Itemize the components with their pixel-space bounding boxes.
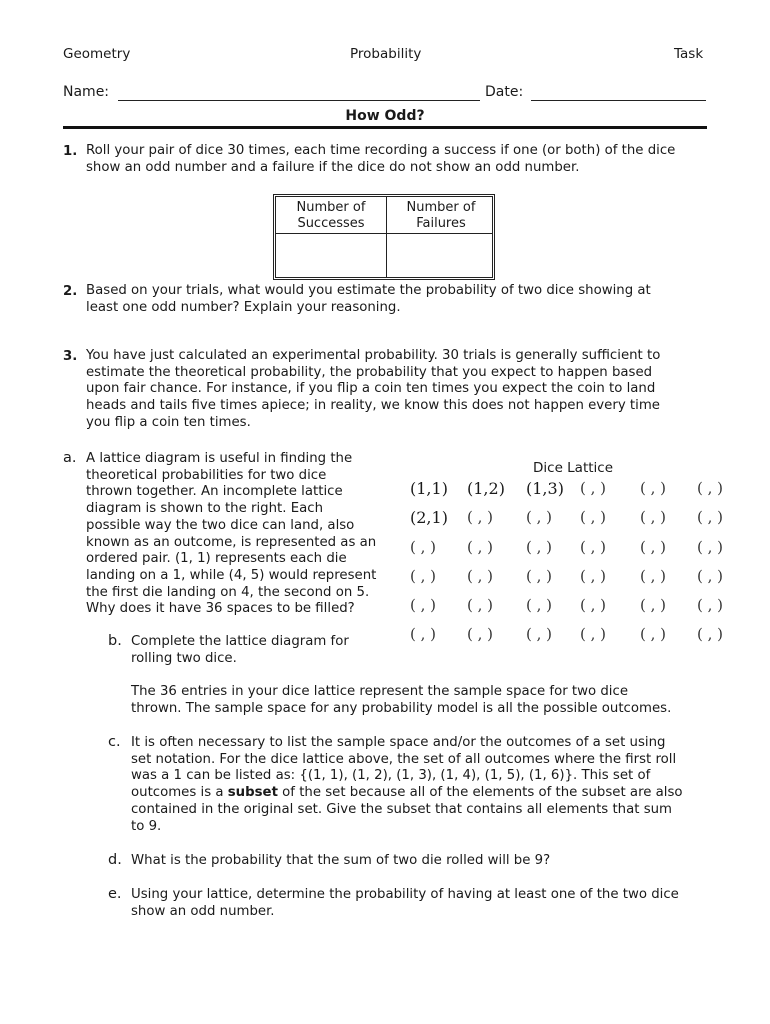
lattice-cell-1-3[interactable]: (1,3) [526, 479, 564, 498]
failures-header [387, 200, 495, 232]
successes-cell[interactable] [276, 234, 386, 277]
qb-text [131, 634, 349, 667]
lattice-cell-6-6[interactable]: ( , ) [697, 625, 724, 643]
lattice-cell-4-3[interactable]: ( , ) [526, 567, 553, 585]
qc-letter: c. [108, 734, 121, 750]
qd-line: What is the probability that the sum of two die rolled will be 9? [131, 853, 551, 868]
q1-line: Roll your pair of dice 30 times, each time recording a success if one (or both) of the dice [86, 143, 676, 158]
lattice-cell-1-6[interactable]: ( , ) [697, 479, 724, 497]
lattice-cell-2-3[interactable]: ( , ) [526, 508, 553, 526]
qc-line: was a 1 can be listed as: {(1, 1), (1, 2), (1, 3), (1, 4), (1, 5), (1, 6)}. This set of [131, 768, 651, 784]
qa-line: A lattice diagram is useful in finding the [86, 451, 353, 466]
lattice-cell-4-1[interactable]: ( , ) [410, 567, 437, 585]
name-field[interactable] [118, 100, 480, 101]
failures-cell[interactable] [387, 234, 492, 277]
qb-letter: b. [108, 633, 122, 649]
q1-line: show an odd number and a failure if the dice do not show an odd number. [86, 159, 580, 175]
qc-line: set notation. For the dice lattice above, the set of all outcomes where the first roll [131, 751, 677, 767]
sample-space-note [131, 684, 671, 717]
lattice-cell-2-2[interactable]: ( , ) [467, 508, 494, 526]
q2-line: least one odd number? Explain your reasoning. [86, 299, 401, 315]
qc-text-span: of the set because all of the elements of the subset are also [277, 785, 683, 801]
lattice-cell-5-1[interactable]: ( , ) [410, 596, 437, 614]
date-label: Date: [485, 84, 524, 100]
q3-line: estimate the theoretical probability, the probability that you expect to happen based [86, 364, 653, 380]
lattice-cell-1-1[interactable]: (1,1) [410, 479, 448, 498]
lattice-cell-2-4[interactable]: ( , ) [580, 508, 607, 526]
lattice-cell-1-4[interactable]: ( , ) [580, 479, 607, 497]
lattice-title: Dice Lattice [533, 460, 614, 476]
q2-number: 2. [63, 284, 78, 299]
lattice-cell-4-6[interactable]: ( , ) [697, 567, 724, 585]
header-line: Number of [406, 200, 476, 215]
lattice-cell-2-5[interactable]: ( , ) [640, 508, 667, 526]
q1-text [86, 143, 675, 176]
lattice-cell-5-6[interactable]: ( , ) [697, 596, 724, 614]
qc-text-span: outcomes is a [131, 785, 228, 801]
lattice-cell-5-4[interactable]: ( , ) [580, 596, 607, 614]
qc-line: It is often necessary to list the sample space and/or the outcomes of a set using [131, 735, 666, 750]
note-line: The 36 entries in your dice lattice represent the sample space for two dice [131, 684, 628, 699]
q3-line: upon fair chance. For instance, if you flip a coin ten times you expect the coin to land [86, 381, 656, 397]
lattice-cell-3-2[interactable]: ( , ) [467, 538, 494, 556]
qa-line: the first die landing on 4, the second on 5. [86, 584, 370, 600]
qc-line: to 9. [131, 818, 162, 834]
qb-line: rolling two dice. [131, 650, 237, 666]
q1-number: 1. [63, 144, 78, 159]
title-rule [63, 126, 707, 129]
qa-line: possible way the two dice can land, also [86, 517, 355, 533]
qc-text [131, 735, 683, 835]
lattice-cell-6-3[interactable]: ( , ) [526, 625, 553, 643]
lattice-cell-2-6[interactable]: ( , ) [697, 508, 724, 526]
lattice-cell-6-5[interactable]: ( , ) [640, 625, 667, 643]
lattice-cell-6-1[interactable]: ( , ) [410, 625, 437, 643]
qe-text [131, 887, 679, 920]
qa-line: thrown together. An incomplete lattice [86, 484, 343, 500]
header-line: Failures [416, 216, 466, 231]
lattice-cell-3-1[interactable]: ( , ) [410, 538, 437, 556]
qc-line [131, 785, 683, 802]
successes-header [277, 200, 385, 232]
unit-label: Probability [350, 46, 422, 62]
lattice-cell-3-6[interactable]: ( , ) [697, 538, 724, 556]
qd-letter: d. [108, 852, 122, 868]
q3-line: You have just calculated an experimental probability. 30 trials is generally sufficient to [86, 348, 661, 363]
lattice-cell-1-5[interactable]: ( , ) [640, 479, 667, 497]
q3-line: you flip a coin ten times. [86, 414, 251, 430]
lattice-cell-4-4[interactable]: ( , ) [580, 567, 607, 585]
q3-number: 3. [63, 349, 78, 364]
lattice-cell-3-5[interactable]: ( , ) [640, 538, 667, 556]
lattice-cell-6-4[interactable]: ( , ) [580, 625, 607, 643]
qa-line: diagram is shown to the right. Each [86, 501, 323, 517]
qa-line: theoretical probabilities for two dice [86, 467, 327, 483]
lattice-cell-4-5[interactable]: ( , ) [640, 567, 667, 585]
q2-text [86, 283, 651, 316]
q2-line: Based on your trials, what would you estimate the probability of two dice showing at [86, 283, 651, 298]
qa-line: Why does it have 36 spaces to be filled? [86, 601, 355, 617]
lattice-cell-2-1[interactable]: (2,1) [410, 508, 448, 527]
course-label: Geometry [63, 46, 131, 62]
qc-line: contained in the original set. Give the subset that contains all elements that sum [131, 801, 672, 817]
doc-type-label: Task [674, 46, 704, 62]
qa-line: ordered pair. (1, 1) represents each die [86, 551, 347, 567]
qa-letter: a. [63, 450, 77, 466]
lattice-cell-5-2[interactable]: ( , ) [467, 596, 494, 614]
lattice-cell-4-2[interactable]: ( , ) [467, 567, 494, 585]
lattice-cell-5-5[interactable]: ( , ) [640, 596, 667, 614]
lattice-cell-3-3[interactable]: ( , ) [526, 538, 553, 556]
qe-line: show an odd number. [131, 903, 275, 919]
date-field[interactable] [531, 100, 706, 101]
qb-line: Complete the lattice diagram for [131, 634, 349, 649]
note-line: thrown. The sample space for any probability model is all the possible outcomes. [131, 700, 672, 716]
lattice-cell-1-2[interactable]: (1,2) [467, 479, 505, 498]
qa-line: known as an outcome, is represented as an [86, 534, 377, 550]
q3-text [86, 348, 660, 432]
qd-text [131, 853, 550, 870]
qa-text [86, 451, 376, 618]
lattice-cell-6-2[interactable]: ( , ) [467, 625, 494, 643]
qa-line: landing on a 1, while (4, 5) would represent [86, 567, 377, 583]
tally-table [273, 194, 495, 280]
header-line: Number of [296, 200, 366, 215]
name-label: Name: [63, 84, 110, 100]
lattice-cell-5-3[interactable]: ( , ) [526, 596, 553, 614]
subset-term: subset [227, 785, 278, 801]
page-title: How Odd? [345, 108, 425, 124]
lattice-cell-3-4[interactable]: ( , ) [580, 538, 607, 556]
qe-letter: e. [108, 886, 122, 902]
q3-line: heads and tails five times apiece; in reality, we know this does not happen every time [86, 398, 660, 414]
qe-line: Using your lattice, determine the probability of having at least one of the two dice [131, 887, 679, 902]
header-line: Successes [297, 216, 365, 231]
